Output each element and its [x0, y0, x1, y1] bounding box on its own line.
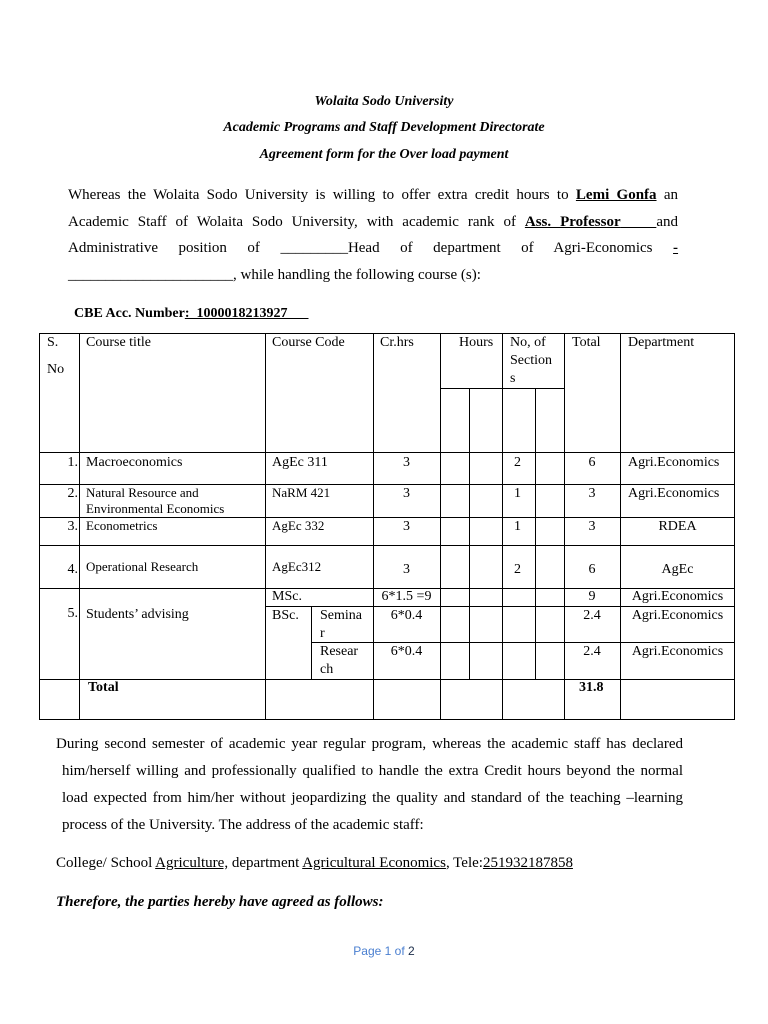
department-name: Agri-Economics: [553, 240, 653, 256]
agreement-heading: Therefore, the parties hereby have agreed as follows:: [56, 894, 384, 910]
address-department: Agricultural Economics: [302, 855, 446, 871]
row-total: 3: [588, 519, 596, 534]
declaration-paragraph: [56, 731, 683, 839]
header-sno-2: No: [47, 362, 65, 377]
bsc-label: BSc.: [272, 608, 299, 623]
college-name: Agriculture,: [155, 855, 229, 871]
row-cr-hrs: 3: [403, 519, 410, 534]
seminar-cr-hrs: 6*0.4: [390, 608, 423, 623]
academic-rank: Ass. Professor: [524, 213, 621, 230]
seminar-total: 2.4: [583, 608, 601, 623]
seminar-label: Semina r: [320, 608, 362, 641]
directorate-title: Academic Programs and Staff Development Directorate: [223, 120, 545, 135]
row-course-code: AgEc 332: [272, 518, 325, 533]
form-title: Agreement form for the Over load payment: [259, 147, 509, 162]
grand-total: 31.8: [579, 680, 604, 695]
intro-line-2: Academic Staff of Wolaita Sodo University, with academic rank of Ass. Professor and: [68, 213, 679, 230]
total-pages: 2: [408, 944, 415, 958]
telephone: 251932187858: [482, 855, 573, 871]
row-department: AgEc: [661, 562, 694, 577]
row-cr-hrs: 3: [403, 486, 410, 501]
row-department: Agri.Economics: [628, 486, 720, 501]
row-course-code: AgEc 311: [272, 455, 328, 470]
intro-paragraph: [68, 182, 678, 288]
course-table: [39, 333, 735, 720]
research-department: Agri.Economics: [631, 644, 724, 659]
row-sections: 1: [514, 486, 521, 501]
row-cr-hrs: 3: [403, 562, 410, 577]
msc-cr-hrs: 6*1.5 =9: [381, 589, 432, 604]
row-course-code: AgEc312: [272, 559, 322, 574]
row-total: 3: [588, 486, 596, 501]
current-page: 1: [384, 944, 392, 958]
university-title: Wolaita Sodo University: [314, 94, 454, 109]
seminar-department: Agri.Economics: [631, 608, 724, 623]
row-course-title: Econometrics: [86, 518, 158, 533]
row-course-title: Natural Resource and Environmental Economics: [86, 485, 225, 516]
intro-line-3: Administrative position of _________Head of department of Agri-Economics -: [68, 240, 679, 256]
declaration-line-3: load expected from him/her without jeopardizing the quality and standard of the teaching –learning: [62, 790, 683, 806]
row-total: 6: [588, 455, 596, 470]
staff-name: Lemi Gonfa: [575, 187, 657, 203]
header-course-title: Course title: [86, 335, 151, 350]
row-course-title: Students’ advising: [86, 607, 189, 622]
row-course-code: NaRM 421: [272, 485, 331, 500]
header-hours: Hours: [459, 335, 494, 350]
research-label: Resear ch: [320, 644, 359, 677]
header-sections: No, of Section s: [510, 335, 552, 386]
intro-line-4: ______________________, while handling the following course (s):: [68, 266, 481, 283]
header-department: Department: [628, 335, 695, 350]
intro-line-1: Whereas the Wolaita Sodo University is willing to offer extra credit hours to Lemi Gonfa an: [68, 187, 678, 203]
row-number: 3.: [67, 519, 78, 534]
row-course-title: Operational Research: [86, 559, 199, 574]
row-sections: 2: [514, 455, 521, 470]
declaration-line-1: During second semester of academic year regular program, whereas the academic staff has declared: [56, 736, 683, 752]
declaration-line-4: process of the University. The address of the academic staff:: [62, 817, 424, 833]
header-sno: S.: [47, 335, 59, 350]
row-number: 1.: [67, 455, 78, 470]
row-sections: 2: [514, 562, 521, 577]
header-cr-hrs: Cr.hrs: [380, 335, 414, 350]
declaration-line-2: him/herself willing and professionally qualified to handle the extra Credit hours beyond the normal: [62, 763, 683, 779]
cbe-account: CBE Acc. Number: 1000018213927: [74, 306, 309, 321]
row-department: Agri.Economics: [628, 455, 720, 470]
row-number: 4.: [67, 562, 78, 577]
row-department: RDEA: [658, 519, 697, 534]
page-indicator: Page 1 of 2: [353, 944, 415, 958]
total-label: Total: [88, 680, 119, 695]
msc-label: MSc.: [272, 589, 302, 604]
row-total: 6: [588, 562, 596, 577]
msc-total: 9: [588, 589, 596, 604]
staff-address: College/ School Agriculture, department Agricultural Economics, Tele:251932187858: [56, 855, 573, 871]
row-number: 5.: [67, 606, 78, 621]
row-sections: 1: [514, 519, 521, 534]
row-course-title: Macroeconomics: [86, 455, 183, 470]
msc-department: Agri.Economics: [631, 589, 724, 604]
header-total: Total: [572, 335, 601, 350]
account-number: : 1000018213927: [184, 306, 309, 321]
header-course-code: Course Code: [272, 335, 345, 350]
row-cr-hrs: 3: [403, 455, 410, 470]
research-total: 2.4: [583, 644, 601, 659]
row-number: 2.: [67, 486, 78, 501]
research-cr-hrs: 6*0.4: [390, 644, 423, 659]
